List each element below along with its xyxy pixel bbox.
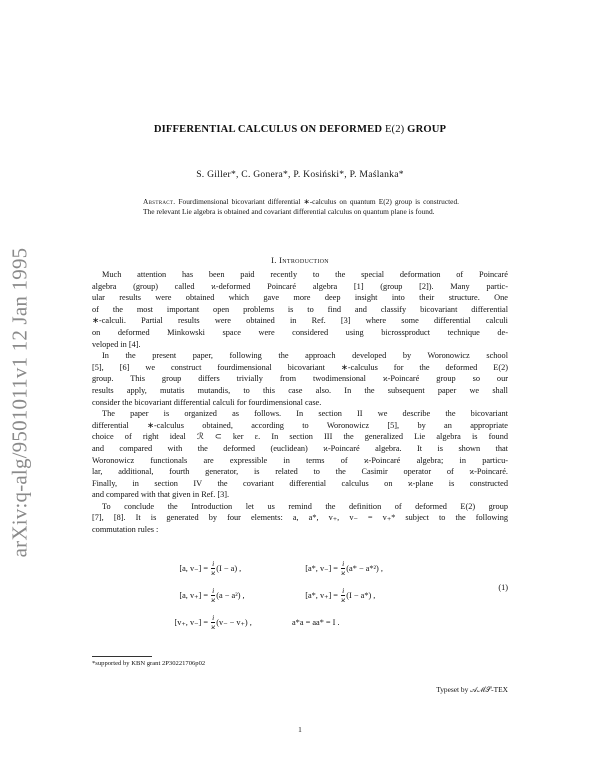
body-line: The paper is organized as follows. In section II we describe the bicovariant bbox=[102, 409, 508, 419]
fraction-denominator: ϰ bbox=[211, 567, 216, 577]
body-line: results apply, mutatis mutandis, to this case also. In the subsequent paper we shall bbox=[92, 385, 508, 395]
section-heading bbox=[60, 255, 540, 265]
fraction-numerator: i bbox=[212, 558, 215, 568]
abstract-text: Fourdimensional bicovariant differential ∗-calculus on quantum E(2) group is constructed. The relevant Lie algebra is obtained and covariant differential calculus on quantum plane is found. bbox=[143, 197, 459, 217]
body-line: differential ∗-calculus obtained, according to Woronowicz [5], by an appropriate bbox=[92, 420, 508, 430]
body-line: of the most important open problems is to find and classify bicovariant differential bbox=[92, 304, 508, 314]
fraction-denominator: ϰ bbox=[341, 594, 346, 604]
body-line: consider the bicovariant differential calculi for fourdimensional case. bbox=[92, 397, 322, 407]
equation-row bbox=[92, 556, 508, 580]
fraction-denominator: ϰ bbox=[211, 621, 216, 631]
fraction-numerator: i bbox=[342, 558, 345, 568]
equation-lhs: [v₊, v₋] = bbox=[174, 618, 208, 627]
equation-rhs bbox=[340, 556, 383, 580]
body-line: ular results were obtained which gave more deep insight into their structure. One bbox=[92, 293, 508, 303]
equation-lhs: [a, v₋] = bbox=[179, 564, 208, 573]
body-line: commutation rules : bbox=[92, 525, 159, 535]
typeset-credit: Typeset by 𝒜ℳ𝒮-TEX bbox=[436, 685, 508, 694]
fraction bbox=[211, 560, 215, 577]
section-title: Introduction bbox=[279, 255, 329, 265]
body-line: and compared with the deformed (euclidean) ϰ-Poincaré algebra. It is shown that bbox=[92, 443, 508, 453]
body-line: choice of right ideal ℛ ⊂ ker ε. In section III the generalized Lie algebra is found bbox=[92, 432, 508, 442]
author-list: S. Giller*, C. Gonera*, P. Kosiński*, P. Maślanka* bbox=[196, 169, 404, 180]
body-line: Finally, in section IV the covariant differential calculus on ϰ-plane is constructed bbox=[92, 478, 508, 488]
equation-row bbox=[92, 610, 508, 634]
fraction-denominator: ϰ bbox=[211, 594, 216, 604]
footnote: *supported by KBN grant 2P30221706p02 bbox=[92, 660, 206, 667]
body-line: Much attention has been paid recently to the special deformation of Poincaré bbox=[102, 270, 508, 279]
body-line: lar, additional, fourth generator, is related to the Casimir operator of ϰ-Poincaré. bbox=[92, 467, 508, 477]
equation-rhs bbox=[210, 556, 241, 580]
body-line: [7], [8]. It is generated by four elements: a, a*, v₊, v₋ = v₊* subject to the following bbox=[92, 513, 508, 523]
equation-unitarity: a*a = aa* = I . bbox=[292, 617, 340, 627]
body-line: on deformed Minkowski space were considered using bicrossproduct technique de- bbox=[92, 327, 508, 337]
equation-rhs-text: (I − a) , bbox=[216, 563, 242, 573]
arxiv-identifier-text: arXiv:q-alg/9501011v1 12 Jan 1995 bbox=[7, 247, 32, 557]
equation-number: (1) bbox=[498, 583, 508, 592]
body-line: veloped in [4]. bbox=[92, 339, 141, 349]
section-number: I. bbox=[271, 255, 280, 265]
abstract-label: Abstract. bbox=[143, 197, 176, 206]
equation-row bbox=[92, 583, 508, 607]
fraction bbox=[341, 560, 345, 577]
body-text bbox=[92, 269, 508, 536]
fraction bbox=[341, 587, 345, 604]
paper-title bbox=[60, 124, 540, 135]
body-line: In the present paper, following the approach developed by Woronowicz school bbox=[102, 351, 508, 361]
body-line: and compared with that given in Ref. [3]. bbox=[92, 490, 230, 500]
equation-rhs-text: (I − a*) , bbox=[346, 590, 376, 600]
equation-rhs-text: (v₋ − v₊) , bbox=[216, 618, 252, 627]
equation-lhs: [a*, v₋] = bbox=[305, 564, 338, 573]
body-line: Woronowicz functionals are expressible in terms of ϰ-Poincaré algebra; in particu- bbox=[92, 455, 508, 465]
equation-rhs-text: (a* − a*²) , bbox=[346, 563, 383, 573]
body-line: algebra (group) called ϰ-deformed Poincaré algebra [1] (group [2]). Many partic- bbox=[92, 281, 508, 291]
body-line: To conclude the Introduction let us remind the definition of deformed E(2) group bbox=[102, 501, 508, 511]
commutation-relations bbox=[92, 556, 508, 640]
title-group-symbol: E(2) bbox=[384, 124, 405, 135]
abstract bbox=[143, 197, 459, 217]
body-line: ∗-calculi. Partial results were obtained in Ref. [3] where some differential calculi bbox=[92, 316, 508, 326]
fraction-numerator: i bbox=[212, 612, 215, 622]
footnote-divider bbox=[92, 656, 152, 657]
fraction-denominator: ϰ bbox=[341, 567, 346, 577]
fraction-numerator: i bbox=[212, 585, 215, 595]
page-number: 1 bbox=[298, 725, 302, 734]
equation-rhs-text: (a − a²) , bbox=[216, 590, 245, 600]
fraction bbox=[211, 614, 215, 631]
equation-rhs bbox=[340, 583, 375, 607]
equation-lhs: [a*, v₊] = bbox=[305, 591, 338, 600]
fraction bbox=[211, 587, 215, 604]
title-main: DIFFERENTIAL CALCULUS ON DEFORMED bbox=[153, 124, 385, 135]
fraction-numerator: i bbox=[342, 585, 345, 595]
arxiv-identifier-stamp bbox=[2, 222, 38, 582]
body-line: [5], [6] we construct fourdimensional bicovariant ∗-calculus for the deformed E(2) bbox=[92, 362, 508, 372]
equation-rhs bbox=[210, 610, 252, 634]
body-line: group. This group differs trivially from twodimensional ϰ-Poincaré group so our bbox=[92, 374, 508, 384]
equation-lhs: [a, v₊] = bbox=[179, 591, 208, 600]
equation-rhs bbox=[210, 583, 245, 607]
title-suffix: GROUP bbox=[404, 124, 447, 135]
